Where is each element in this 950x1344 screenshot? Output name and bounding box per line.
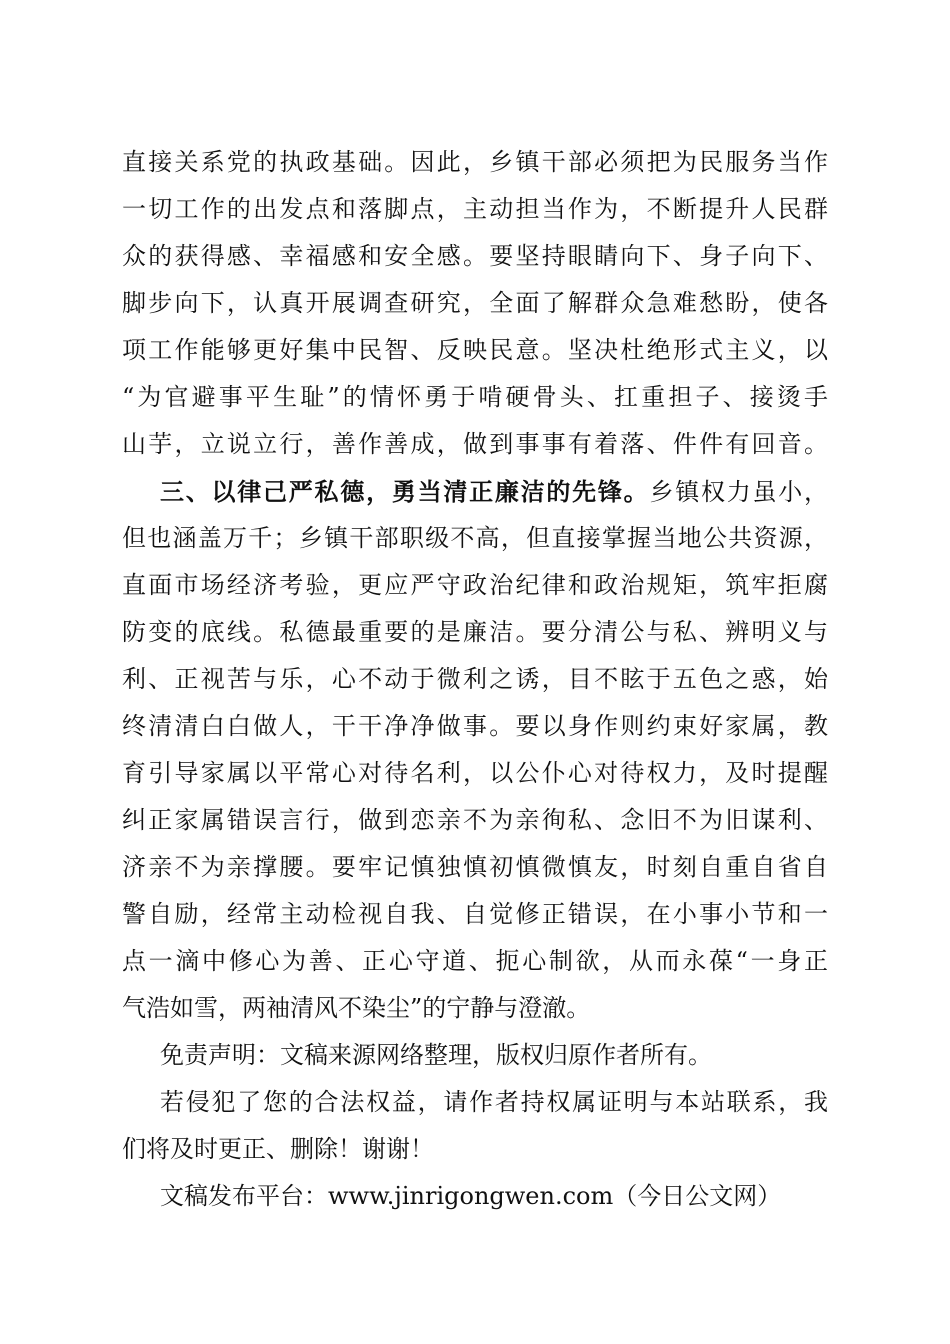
paragraph-service [122, 139, 828, 468]
text-line: 直接关系党的执政基础。因此，乡镇干部必须把为民服务当作 [122, 148, 828, 176]
disclaimer [122, 1032, 828, 1220]
text-line: 一切工作的出发点和落脚点，主动担当作为，不断提升人民群 [122, 195, 828, 223]
disclaimer-line: 若侵犯了您的合法权益，请作者持权属证明与本站联系，我 [160, 1088, 828, 1116]
section-heading: 三、以律己严私德，勇当清正廉洁的先锋。 [160, 477, 650, 506]
text-line: 利、正视苦与乐，心不动于微利之诱，目不眩于五色之惑，始 [122, 665, 828, 693]
text-line: 济亲不为亲撑腰。要牢记慎独慎初慎微慎友，时刻自重自省自 [122, 853, 828, 881]
text-line: 项工作能够更好集中民智、反映民意。坚决杜绝形式主义，以 [122, 336, 828, 364]
disclaimer-line: 免责声明：文稿来源网络整理，版权归原作者所有。 [160, 1041, 712, 1069]
text-line: 直面市场经济考验，更应严守政治纪律和政治规矩，筑牢拒腐 [122, 571, 828, 599]
text-line: 众的获得感、幸福感和安全感。要坚持眼睛向下、身子向下、 [122, 242, 828, 270]
text-line: 终清清白白做人，干干净净做事。要以身作则约束好家属，教 [122, 712, 828, 740]
text-line: “为官避事平生耻”的情怀勇于啃硬骨头、扛重担子、接烫手 [122, 383, 828, 411]
text-line: 但也涵盖万千；乡镇干部职级不高，但直接掌握当地公共资源， [122, 524, 828, 552]
section-heading-line [122, 468, 828, 515]
text-line: 防变的底线。私德最重要的是廉洁。要分清公与私、辨明义与 [122, 618, 828, 646]
disclaimer-line: 们将及时更正、删除！谢谢！ [122, 1135, 434, 1163]
text-span: 乡镇权力虽小， [649, 478, 829, 506]
text-line: 脚步向下，认真开展调查研究，全面了解群众急难愁盼，使各 [122, 289, 828, 317]
text-line: 警自励，经常主动检视自我、自觉修正错误，在小事小节和一 [122, 900, 828, 928]
text-line: 气浩如雪，两袖清风不染尘”的宁静与澄澈。 [122, 994, 591, 1022]
platform-line: 文稿发布平台：www.jinrigongwen.com（今日公文网） [160, 1182, 782, 1210]
text-line: 山芋，立说立行，善作善成，做到事事有着落、件件有回音。 [122, 430, 828, 458]
text-line: 纠正家属错误言行，做到恋亲不为亲徇私、念旧不为旧谋利、 [122, 806, 828, 834]
document-page [122, 139, 828, 1220]
section-3-paragraph [122, 468, 828, 1032]
text-line: 育引导家属以平常心对待名利，以公仆心对待权力，及时提醒 [122, 759, 828, 787]
text-line: 点一滴中修心为善、正心守道、扼心制欲，从而永葆“一身正 [122, 947, 828, 975]
